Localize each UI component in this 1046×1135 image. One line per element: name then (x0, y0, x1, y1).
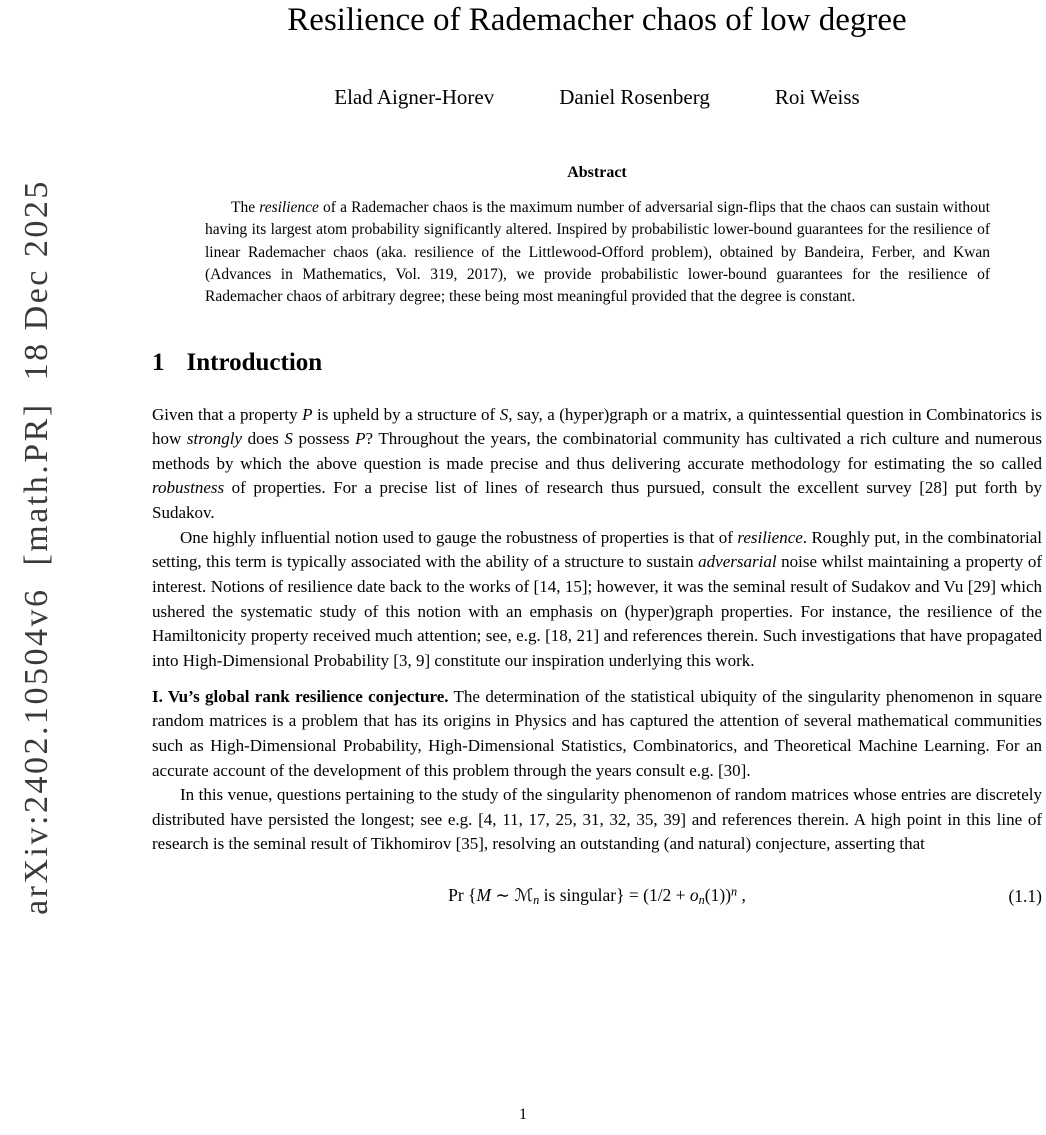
paragraph: Given that a property P is upheld by a structure of S, say, a (hyper)graph or a matrix, a quintessential question in Combinatorics is how strongly does S possess P? Throughout the years, the combinatorial community has cultivated a rich culture and numerous methods by which the above question is made precise and thus delivering accurate methodology for estimating the so called robustness of properties. For a precise list of lines of research thus pursued, consult the excellent survey [28] put forth by Sudakov. (152, 404, 1043, 523)
page-number: 1 (519, 1106, 527, 1123)
author-name: Elad Aigner-Horev (334, 85, 495, 109)
abstract-text: The resilience of a Rademacher chaos is the maximum number of adversarial sign-flips that the chaos can sustain without having its largest atom probability significantly altered. Inspired by probabilistic lower-bound guarantees for the resilience of linear Rademacher chaos (aka. resilience of the Littlewood-Offord problem), obtained by Bandeira, Ferber, and Kwan (Advances in Mathematics, Vol. 319, 2017), we provide probabilistic lower-bound guarantees for the resilience of Rademacher chaos of arbitrary degree; these being most meaningful provided that the degree is constant. (205, 199, 990, 306)
section-title: Introduction (186, 348, 323, 376)
section-number: 1 (152, 348, 165, 376)
author-list (152, 85, 1042, 110)
equation-number: (1.1) (1008, 886, 1042, 907)
paragraph: One highly influential notion used to gauge the robustness of properties is that of resilience. Roughly put, in the combinatorial setting, this term is typically associated with the ability of a structure to sustain adversarial noise whilst maintaining a property of interest. Notions of resilience date back to the works of [14, 15]; however, it was the seminal result of Sudakov and Vu [29] which ushered the systematic study of this notion with an emphasis on (hyper)graph properties. For instance, the resilience of the Hamiltonicity property received much attention; see, e.g. [18, 21] and references therein. Such investigations that have propagated into High-Dimensional Probability [3, 9] constitute our inspiration underlying this work. (152, 527, 1042, 670)
equation (152, 883, 1042, 910)
equation-body: Pr {M ∼ ℳn is singular} = $(1/2 + on(1))^n$ , (448, 884, 746, 908)
paragraph: I. Vu’s global rank resilience conjecture. The determination of the statistical ubiquity of the singularity phenomenon in square random matrices is a problem that has its origins in Physics and has captured the attention of several mathematical communities such as High-Dimensional Probability, High-Dimensional Statistics, Combinatorics, and Theoretical Machine Learning. For an accurate account of the development of this problem through the years consult e.g. [30]. (152, 686, 1043, 780)
author-name: Roi Weiss (774, 85, 860, 109)
paragraph: In this venue, questions pertaining to the study of the singularity phenomenon of random matrices whose entries are discretely distributed have persisted the longest; see e.g. [4, 11, 17, 25, 31, 32, 35, 39] and references therein. A high point in this line of research is the seminal result of Tikhomirov [35], resolving an outstanding (and natural) conjecture, asserting that (152, 785, 1042, 854)
paper-content (152, 0, 1042, 910)
arxiv-stamp: arXiv:2402.10504v6 [math.PR] 18 Dec 2025 (18, 179, 55, 915)
paper-title: Resilience of Rademacher chaos of low degree (287, 2, 907, 38)
author-name: Daniel Rosenberg (559, 85, 710, 109)
introduction-text (152, 403, 1042, 910)
section-heading (152, 349, 1042, 377)
abstract-heading: Abstract (567, 164, 627, 181)
